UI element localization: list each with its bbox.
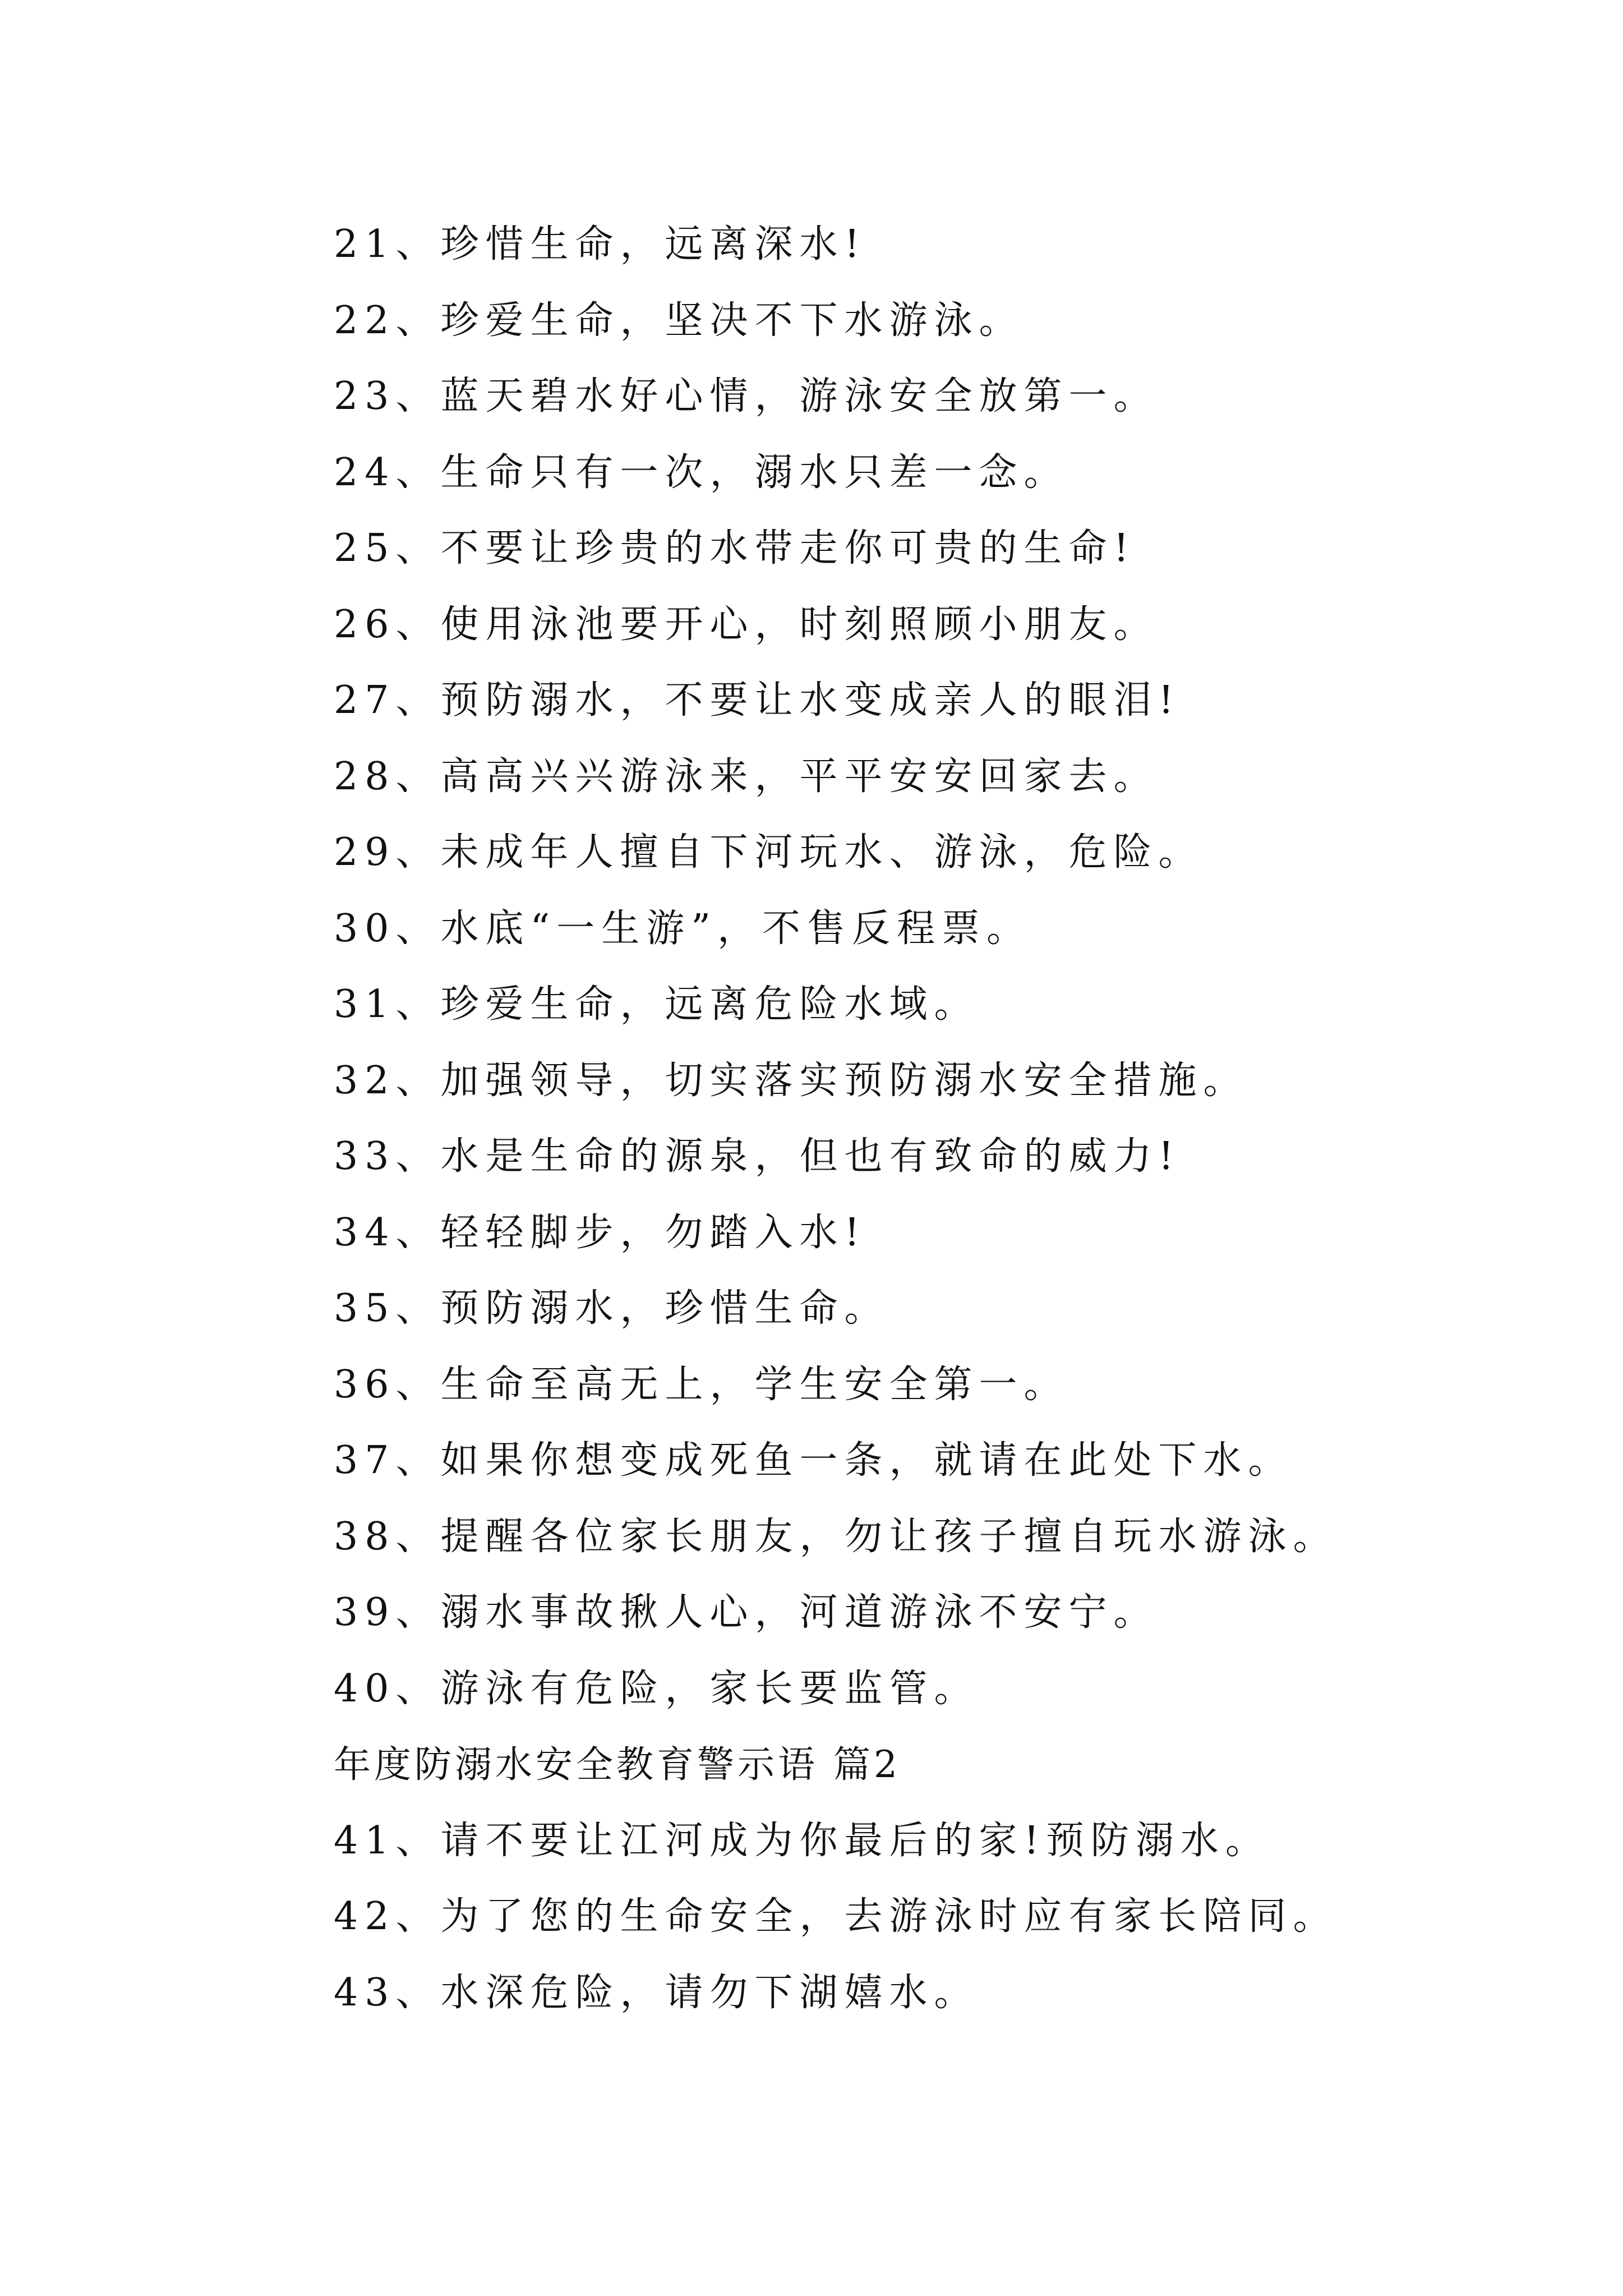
list-item: 40、游泳有危险，家长要监管。 (334, 1666, 979, 1711)
list-item: 42、为了您的生命安全，去游泳时应有家长陪同。 (334, 1894, 1338, 1939)
list-item: 23、蓝天碧水好心情，游泳安全放第一。 (334, 374, 1159, 418)
list-item: 37、如果你想变成死鱼一条，就请在此处下水。 (334, 1438, 1293, 1483)
list-item: 34、轻轻脚步，勿踏入水! (334, 1210, 866, 1255)
section-heading: 年度防溺水安全教育警示语 篇2 (334, 1743, 901, 1786)
list-item: 41、请不要让江河成为你最后的家!预防溺水。 (334, 1818, 1270, 1863)
list-item: 22、珍爱生命，坚决不下水游泳。 (334, 298, 1024, 343)
list-item: 31、珍爱生命，远离危险水域。 (334, 982, 979, 1027)
list-item: 29、未成年人擅自下河玩水、游泳，危险。 (334, 830, 1204, 875)
list-item: 27、预防溺水，不要让水变成亲人的眼泪! (334, 678, 1181, 723)
list-item: 32、加强领导，切实落实预防溺水安全措施。 (334, 1058, 1248, 1103)
list-item: 28、高高兴兴游泳来，平平安安回家去。 (334, 754, 1159, 799)
list-item: 21、珍惜生命，远离深水! (334, 222, 866, 266)
list-item: 36、生命至高无上，学生安全第一。 (334, 1362, 1069, 1407)
list-item: 33、水是生命的源泉，但也有致命的威力! (334, 1134, 1181, 1179)
list-item: 25、不要让珍贵的水带走你可贵的生命! (334, 526, 1136, 570)
list-item: 24、生命只有一次，溺水只差一念。 (334, 450, 1069, 495)
list-item: 38、提醒各位家长朋友，勿让孩子擅自玩水游泳。 (334, 1514, 1338, 1559)
list-item: 39、溺水事故揪人心，河道游泳不安宁。 (334, 1590, 1159, 1635)
list-item: 43、水深危险，请勿下湖嬉水。 (334, 1970, 979, 2015)
list-item: 26、使用泳池要开心，时刻照顾小朋友。 (334, 602, 1159, 647)
document-body (334, 206, 1567, 2031)
list-item: 30、水底“一生游”，不售反程票。 (334, 906, 1032, 951)
list-item: 35、预防溺水，珍惜生命。 (334, 1286, 889, 1331)
